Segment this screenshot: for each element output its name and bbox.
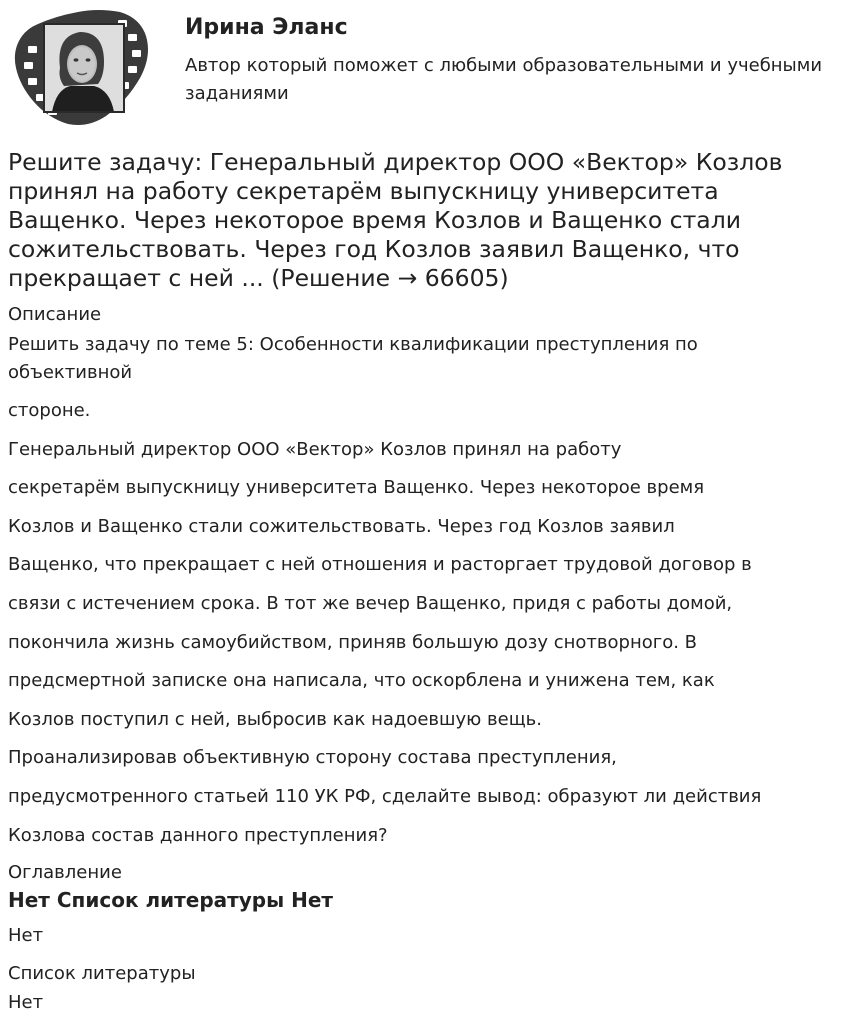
description-line: Ващенко, что прекращает с ней отношения и расторгает трудовой договор в [8, 554, 752, 576]
toc-value: Нет [8, 925, 44, 946]
description-line: связи с истечением срока. В тот же вечер Ващенко, придя с работы домой, [8, 592, 733, 614]
page-title: Решите задачу: Генеральный директор ООО «Вектор» Козлов принял на работу секретарём выпускницу университета Ващенко. Через некоторое время Козлов и Ващенко стали сожительствовать. Через год Козлов заявил Ващенко, что прекращает с ней ... (Решение → 66605) [8, 148, 783, 292]
description-label: Описание [8, 304, 102, 325]
author-header [8, 6, 838, 128]
description-first-paragraph: Решить задачу по теме 5: Особенности квалификации преступления по объективной [8, 334, 698, 383]
description-line: Козлова состав данного преступления? [8, 824, 388, 846]
description-line: предсмертной записке она написала, что оскорблена и унижена тем, как [8, 670, 715, 692]
description-line: стороне. [8, 400, 91, 421]
references-value: Нет [8, 992, 44, 1013]
author-avatar [8, 6, 152, 128]
references-label: Список литературы [8, 963, 196, 984]
description-line: Проанализировав объективную сторону состава преступления, [8, 747, 617, 769]
author-description: Автор который поможет с любыми образовательными и учебными заданиями [185, 55, 823, 104]
description-line: секретарём выпускницу университета Ващенко. Через некоторое время [8, 477, 705, 499]
toc-bold-heading: Нет Список литературы Нет [8, 888, 334, 912]
author-name: Ирина Эланс [185, 15, 348, 40]
description-lines [8, 397, 838, 860]
description-line: покончила жизнь самоубийством, приняв большую дозу снотворного. В [8, 631, 698, 653]
description-line: предусмотренного статьей 110 УК РФ, сделайте вывод: образуют ли действия [8, 785, 762, 807]
description-line: Генеральный директор ООО «Вектор» Козлов принял на работу [8, 438, 622, 460]
description-line: Козлов поступил с ней, выбросив как надоевшую вещь. [8, 708, 543, 730]
toc-label: Оглавление [8, 862, 122, 883]
description-line: Козлов и Ващенко стали сожительствовать. Через год Козлов заявил [8, 515, 675, 537]
